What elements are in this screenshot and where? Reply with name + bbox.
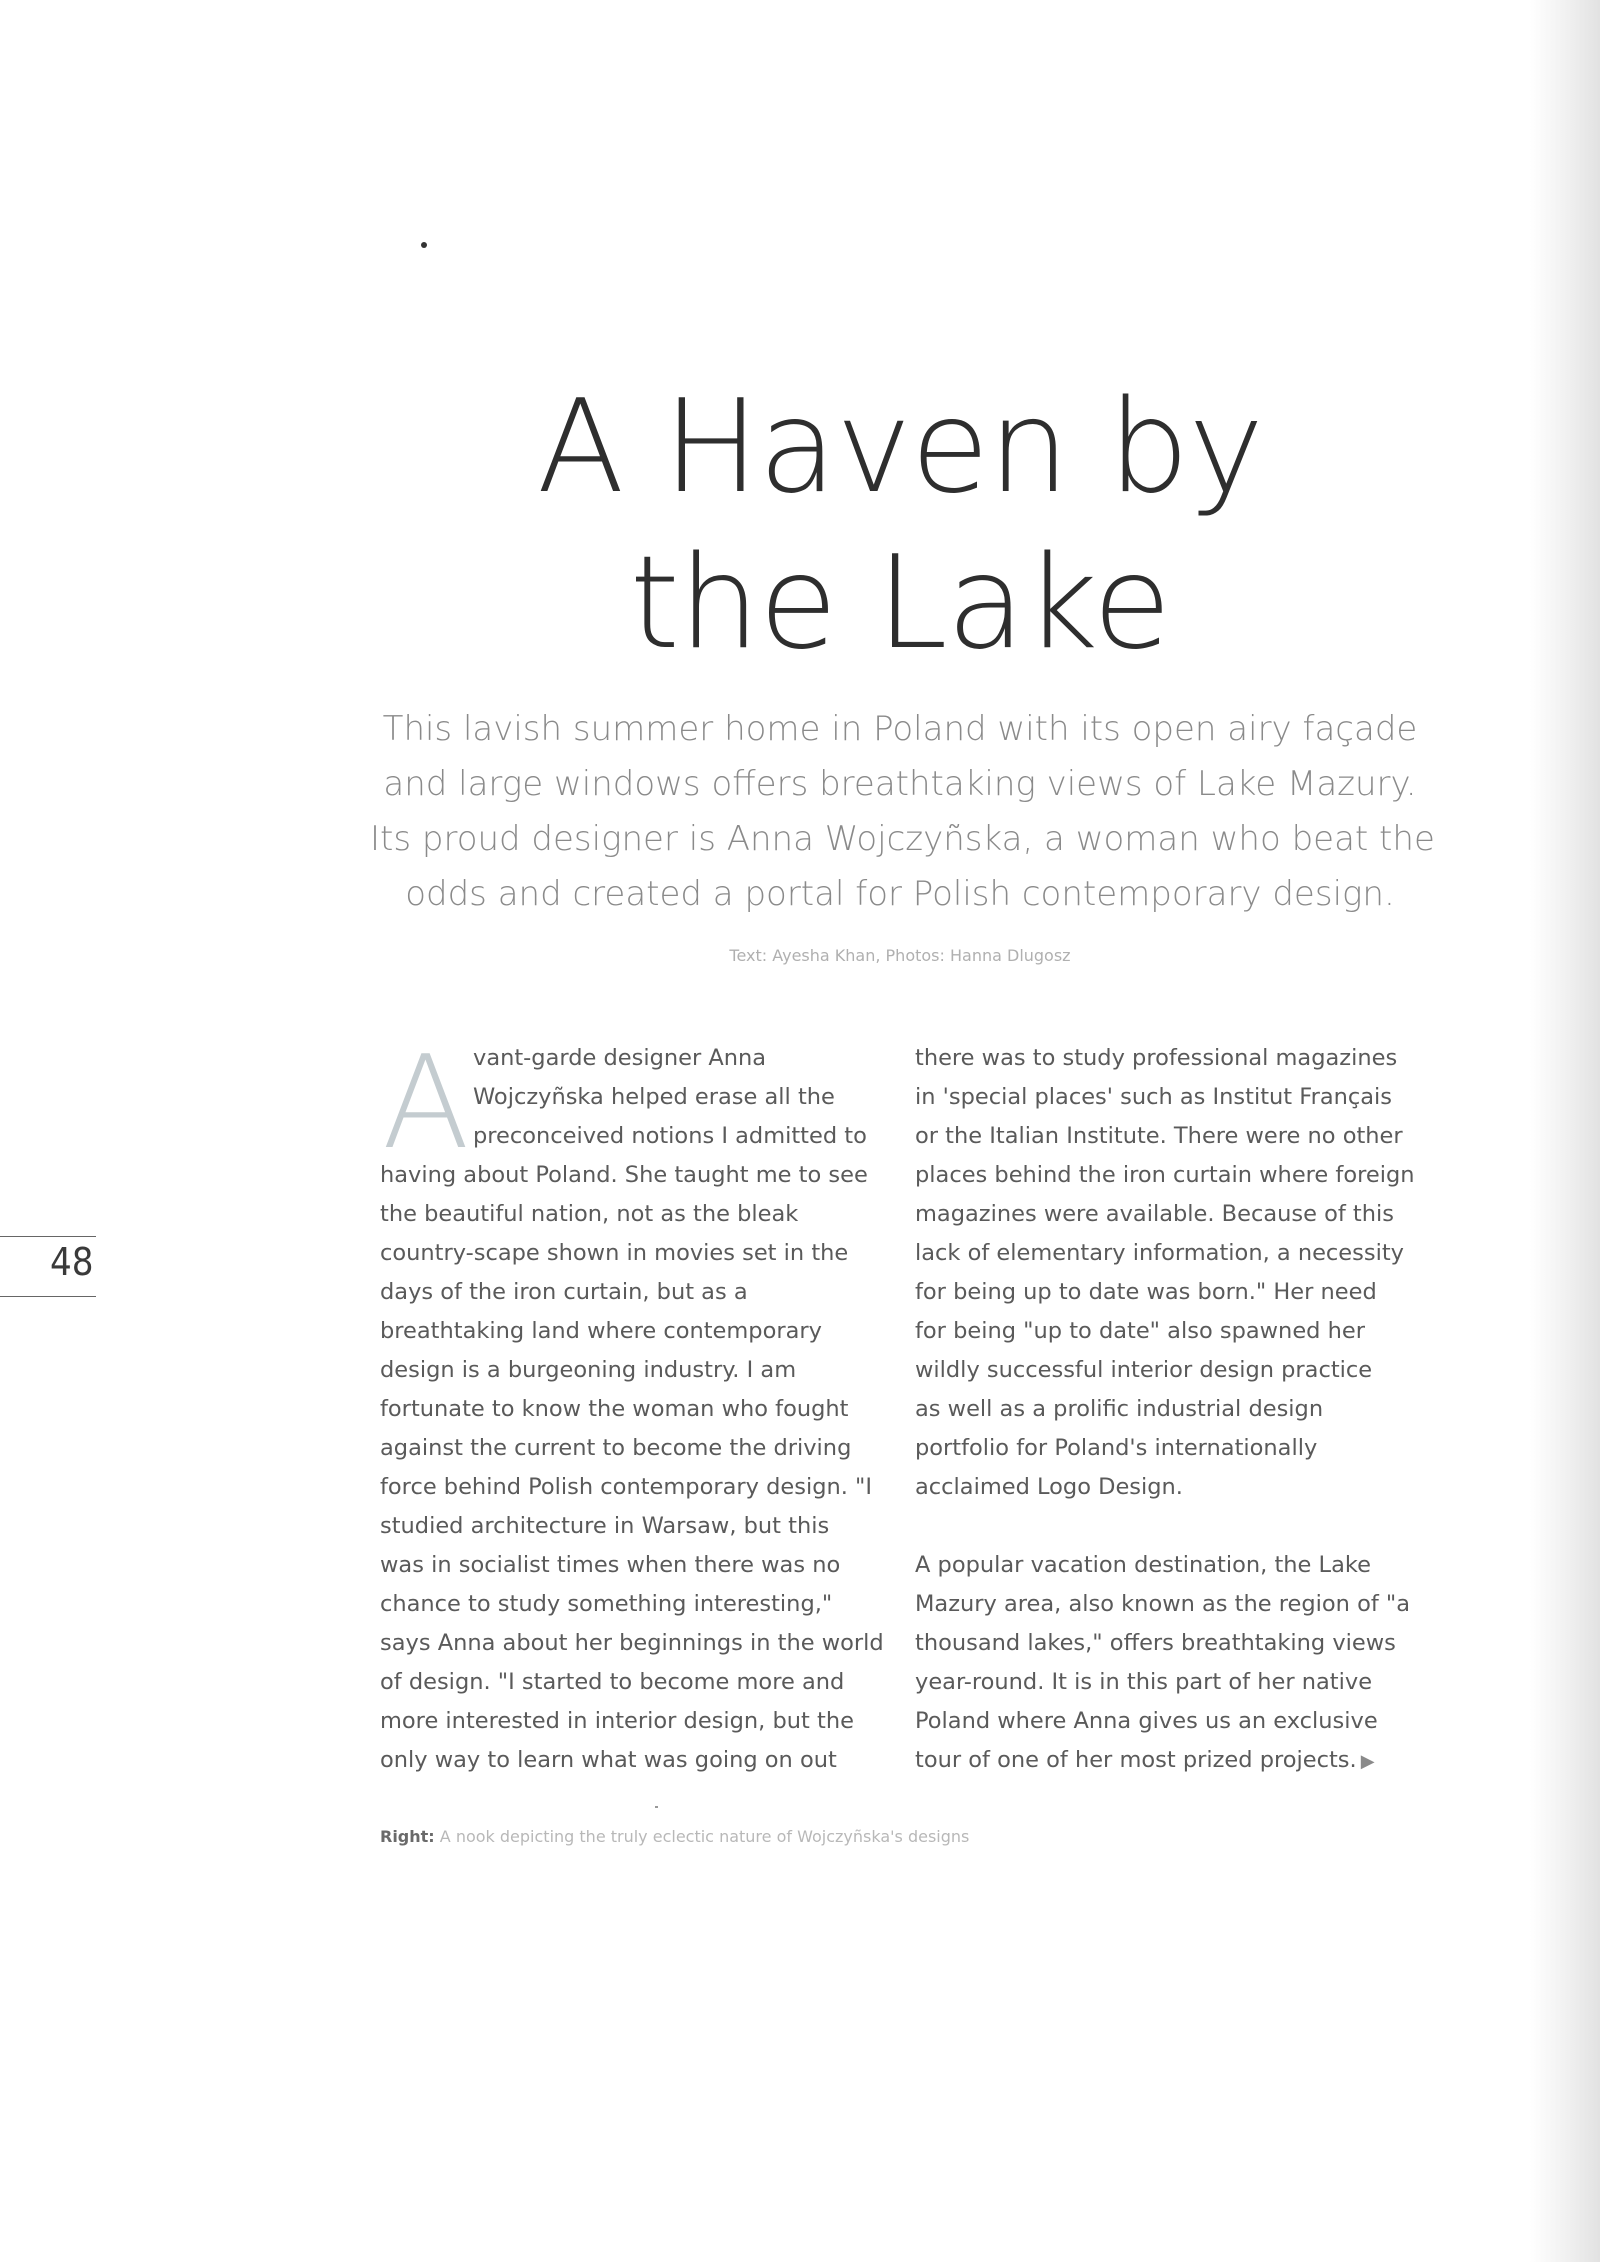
body-line: acclaimed Logo Design. xyxy=(915,1474,1183,1500)
body-line: against the current to become the driving xyxy=(380,1435,852,1461)
body-line: fortunate to know the woman who fought xyxy=(380,1396,849,1422)
folio-rule-bottom xyxy=(0,1296,96,1297)
body-line: chance to study something interesting," xyxy=(380,1591,833,1617)
body-line: as well as a prolific industrial design xyxy=(915,1396,1324,1422)
drop-cap: A xyxy=(382,1029,470,1178)
caption-text: A nook depicting the truly eclectic nature of Wojczyñska's designs xyxy=(439,1827,970,1846)
body-line: more interested in interior design, but the xyxy=(380,1708,854,1734)
decorative-tick xyxy=(655,1806,658,1808)
body-line: country-scape shown in movies set in the xyxy=(380,1240,849,1266)
body-column-right xyxy=(915,1039,1445,1781)
body-line: the beautiful nation, not as the bleak xyxy=(380,1201,799,1227)
body-line: force behind Polish contemporary design. "I xyxy=(380,1474,873,1500)
body-line: only way to learn what was going on out xyxy=(380,1747,837,1773)
body-line: places behind the iron curtain where foreign xyxy=(915,1162,1415,1188)
body-line: days of the iron curtain, but as a xyxy=(380,1279,748,1305)
body-line: design is a burgeoning industry. I am xyxy=(380,1357,797,1383)
body-line: breathtaking land where contemporary xyxy=(380,1318,822,1344)
title-line: the Lake xyxy=(629,529,1171,678)
body-line: or the Italian Institute. There were no other xyxy=(915,1123,1403,1149)
body-line: Poland where Anna gives us an exclusive xyxy=(915,1708,1378,1734)
body-line: preconceived notions I admitted to xyxy=(473,1123,867,1149)
deck-line: and large windows offers breathtaking views of Lake Mazury. xyxy=(383,764,1417,804)
caption-lead: Right: xyxy=(380,1827,435,1846)
decorative-dot xyxy=(421,242,427,248)
body-line: magazines were available. Because of this xyxy=(915,1201,1394,1227)
body-line: says Anna about her beginnings in the world xyxy=(380,1630,884,1656)
article-credit: Text: Ayesha Khan, Photos: Hanna Dlugosz xyxy=(729,946,1071,965)
deck-line: Its proud designer is Anna Wojczyñska, a woman who beat the xyxy=(370,819,1435,859)
page-edge-shadow xyxy=(1530,0,1600,2262)
body-line: for being "up to date" also spawned her xyxy=(915,1318,1365,1344)
body-line-last xyxy=(915,1741,1445,1781)
body-line: wildly successful interior design practice xyxy=(915,1357,1373,1383)
body-line: vant-garde designer Anna xyxy=(473,1045,767,1071)
body-line-text: tour of one of her most prized projects. xyxy=(915,1747,1357,1773)
photo-caption xyxy=(380,1827,969,1846)
body-line: Wojczyñska helped erase all the xyxy=(473,1084,835,1110)
end-of-article-icon: ▶ xyxy=(1360,1751,1375,1772)
body-line: year-round. It is in this part of her native xyxy=(915,1669,1373,1695)
body-line: for being up to date was born." Her need xyxy=(915,1279,1377,1305)
body-line: of design. "I started to become more and xyxy=(380,1669,845,1695)
deck-line: odds and created a portal for Polish contemporary design. xyxy=(405,874,1395,914)
title-line: A Haven by xyxy=(536,373,1264,522)
body-line: portfolio for Poland's internationally xyxy=(915,1435,1318,1461)
body-line: there was to study professional magazines xyxy=(915,1045,1398,1071)
body-line: having about Poland. She taught me to see xyxy=(380,1162,868,1188)
page-number: 48 xyxy=(50,1240,94,1284)
body-column-left xyxy=(380,1029,910,1780)
folio-rule-top xyxy=(0,1236,96,1237)
body-line: thousand lakes," offers breathtaking views xyxy=(915,1630,1396,1656)
article-title xyxy=(300,370,1500,682)
deck-line: This lavish summer home in Poland with its open airy façade xyxy=(382,709,1418,749)
body-line: was in socialist times when there was no xyxy=(380,1552,841,1578)
body-line: lack of elementary information, a necessity xyxy=(915,1240,1404,1266)
body-line: studied architecture in Warsaw, but this xyxy=(380,1513,830,1539)
paragraph-gap xyxy=(915,1507,1445,1546)
body-line: A popular vacation destination, the Lake xyxy=(915,1552,1371,1578)
body-line: in 'special places' such as Institut Français xyxy=(915,1084,1393,1110)
article-deck xyxy=(370,702,1435,922)
body-line: Mazury area, also known as the region of "a xyxy=(915,1591,1411,1617)
